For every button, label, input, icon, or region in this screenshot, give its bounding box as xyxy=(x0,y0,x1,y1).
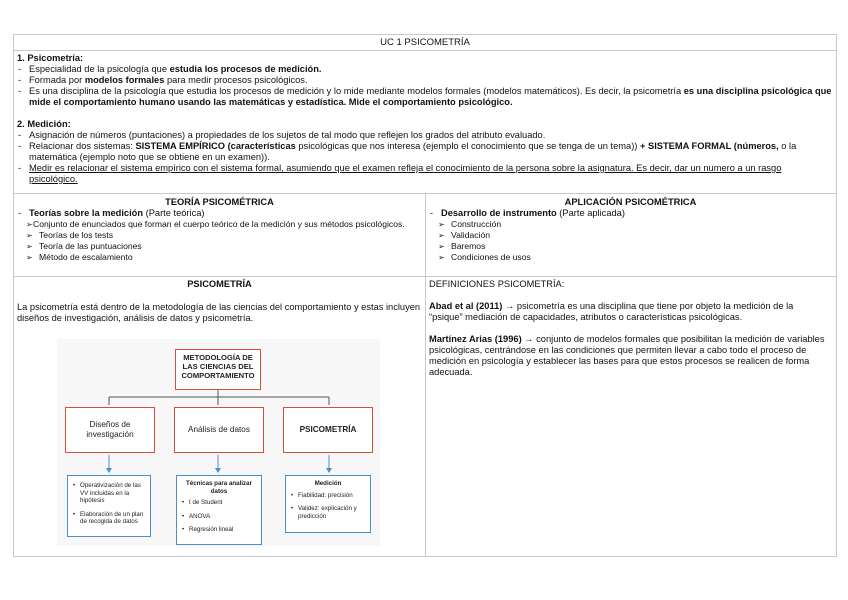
text: → conjunto de modelos formales que posibilitan la medición de variables psicológicas, centrándose en las condiciones que permiten llevar a cabo todo el proceso de medición en psicología y establecer las bases para que estos procesos se realicen de forma adecuada. xyxy=(429,334,825,377)
text-bold: estudia los procesos de medición. xyxy=(169,64,322,74)
section-1-item xyxy=(17,64,832,75)
text: → psicometría es una disciplina que tiene por objeto la medición de la “psique” mediación de capacidades, atributos o características psicológicas. xyxy=(429,301,794,322)
definiciones-cell xyxy=(429,279,829,378)
diagram-detail-item: • Fiabilidad: precisión xyxy=(290,492,366,500)
aplicacion-subitem: ➢ Construcción xyxy=(429,219,832,230)
text: Especialidad de la psicología que xyxy=(29,64,170,74)
diagram-detail-title: Medición xyxy=(314,480,342,487)
aplicacion-subitem: ➢ Baremos xyxy=(429,241,832,252)
page-title: UC 1 PSICOMETRÍA xyxy=(380,37,470,48)
diagram-detail-disenos xyxy=(67,475,151,537)
aplicacion-cell xyxy=(429,197,832,263)
diagram-detail-item: • Regresión lineal xyxy=(181,526,257,534)
text: psicológicas que nos interesa (ejemplo el conocimiento que se tenga de un tema)) xyxy=(295,141,640,151)
section-1-heading: 1. Psicometría: xyxy=(17,53,84,63)
text: (Parte aplicada) xyxy=(556,208,625,218)
definiciones-title: DEFINICIONES PSICOMETRÍA: xyxy=(429,279,565,289)
diagram-detail-title: Técnicas para analizar datos xyxy=(185,480,253,495)
text: Formada por xyxy=(29,75,85,85)
diagram-detail-item: • t de Student xyxy=(181,499,257,507)
diagram-detail-analisis xyxy=(176,475,262,545)
text: Diseños de investigación xyxy=(86,420,134,439)
divider xyxy=(14,276,836,277)
teoria-item xyxy=(17,208,422,219)
author: Abad et al (2011) xyxy=(429,301,503,311)
text: Es una disciplina de la psicología que estudia los procesos de medición y lo mide mediante modelos formales (modelos matemáticos). Es decir, la psicometría xyxy=(29,86,684,96)
section-2-heading: 2. Medición: xyxy=(17,119,71,129)
aplicacion-item xyxy=(429,208,832,219)
document-table xyxy=(13,34,837,557)
methodology-diagram xyxy=(57,339,380,546)
text-bold: + SISTEMA FORMAL (números, xyxy=(639,141,779,151)
psicometria-text: La psicometría está dentro de la metodología de las ciencias del comportamiento y estas incluyen diseños de investigación, análisis de datos y psicometría. xyxy=(17,302,421,323)
section-2-item xyxy=(17,141,832,163)
definicion-abad xyxy=(429,301,829,323)
text-bold: SISTEMA EMPÍRICO (características xyxy=(135,141,296,151)
column-divider xyxy=(425,194,426,556)
diagram-top-box: METODOLOGÍA DE LAS CIENCIAS DEL COMPORTAMIENTO xyxy=(175,349,261,390)
teoria-subitem: ➢ Teorías de los tests xyxy=(17,230,422,241)
diagram-detail-item: • Operativización de las VV incluidas en la hipótesis xyxy=(72,482,146,505)
text-bold: es una disciplina psicológica que mide el comportamiento humano usando las matemáticas y estadística. Mide el comportamiento psicológico. xyxy=(29,86,832,107)
section-2-item: - Medir es relacionar el sistema empírico con el sistema formal, asumiendo que el examen refleja el conocimiento de la persona sobre la asignatura. Es decir, dar un numero a un rasgo psicológico. xyxy=(17,163,832,185)
aplicacion-title: APLICACIÓN PSICOMÉTRICA xyxy=(564,197,697,207)
aplicacion-subitem: ➢ Validación xyxy=(429,230,832,241)
teoria-subitem xyxy=(17,219,422,230)
diagram-box-analisis xyxy=(174,407,264,453)
text: Conjunto de enunciados que forman el cuerpo teórico de la medición y sus métodos psicológicos. xyxy=(33,219,405,229)
psicometria-cell xyxy=(17,279,422,549)
text: PSICOMETRÍA xyxy=(299,425,357,434)
diagram-detail-item: • ANOVA xyxy=(181,513,257,521)
diagram-detail-item: • Elaboración de un plan de recogida de datos xyxy=(72,511,146,526)
text-bold: modelos formales xyxy=(84,75,165,85)
diagram-box-psicometria xyxy=(283,407,373,453)
intro-section xyxy=(17,53,832,185)
aplicacion-subitem: ➢ Condiciones de usos xyxy=(429,252,832,263)
text: (Parte teórica) xyxy=(143,208,205,218)
diagram-detail-item: • Validez: explicación y predicción xyxy=(290,505,366,520)
divider xyxy=(14,50,836,51)
psicometria-title: PSICOMETRÍA xyxy=(187,279,252,289)
text: para medir procesos psicológicos. xyxy=(164,75,308,85)
text-bold: Desarrollo de instrumento xyxy=(441,208,557,218)
text: Análisis de datos xyxy=(188,425,250,434)
text: Relacionar dos sistemas: xyxy=(29,141,136,151)
section-2-item: - Asignación de números (puntaciones) a propiedades de los sujetos de tal modo que reflejen los grados del atributo evaluado. xyxy=(17,130,832,141)
diagram-detail-psicometria xyxy=(285,475,371,533)
author: Martínez Arias (1996) xyxy=(429,334,522,344)
teoria-subitem: ➢ Teoría de las puntuaciones xyxy=(17,241,422,252)
definicion-martinez xyxy=(429,334,829,378)
teoria-cell xyxy=(17,197,422,263)
teoria-title: TEORÍA PSICOMÉTRICA xyxy=(165,197,274,207)
section-1-item xyxy=(17,86,832,108)
diagram-box-disenos xyxy=(65,407,155,453)
text: o la matemática (ejemplo noto que se obtiene en un examen)). xyxy=(29,141,797,162)
teoria-subitem: ➢ Método de escalamiento xyxy=(17,252,422,263)
section-1-item xyxy=(17,75,832,86)
text-bold: Teorías sobre la medición xyxy=(29,208,144,218)
